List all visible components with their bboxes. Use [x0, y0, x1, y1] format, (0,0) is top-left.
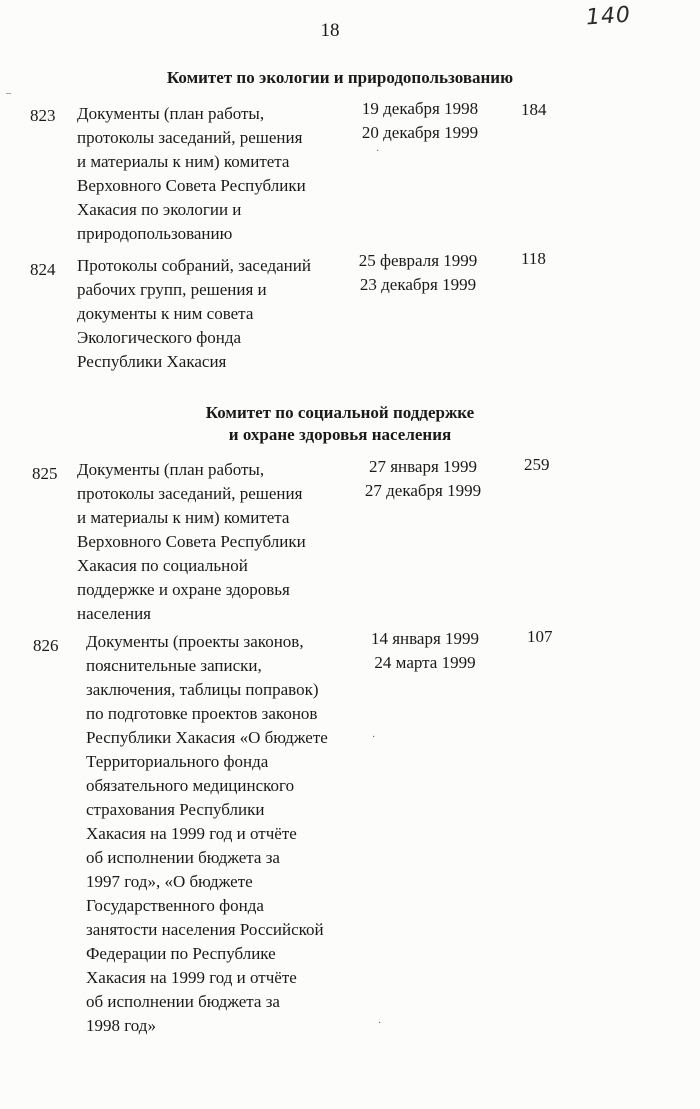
section-heading-line: и охране здоровья населения: [228, 425, 452, 444]
entry-number: 823: [30, 106, 56, 125]
description-line: Хакасия по экологии и: [77, 200, 242, 219]
description-line: Территориального фонда: [86, 752, 269, 771]
date-line: 27 декабря 1999: [364, 481, 482, 500]
description-line: Протоколы собраний, заседаний: [77, 256, 311, 275]
description-line: пояснительные записки,: [86, 656, 262, 675]
entry-count: 259: [524, 455, 550, 474]
handwritten-page-number: 140: [585, 2, 632, 31]
description-line: 1997 год», «О бюджете: [86, 872, 253, 891]
entry-count: 184: [521, 100, 547, 119]
entry-number: 824: [30, 260, 56, 279]
description-line: Хакасия на 1999 год и отчёте: [86, 968, 297, 987]
page-number: 18: [320, 20, 340, 41]
entry-description: [77, 254, 347, 374]
description-line: рабочих групп, решения и: [77, 280, 267, 299]
description-line: и материалы к ним) комитета: [77, 152, 290, 171]
entry-dates: [343, 455, 503, 503]
section-heading-social: [0, 402, 680, 446]
description-line: Федерации по Республике: [86, 944, 276, 963]
entry-description: [77, 102, 347, 246]
date-line: 20 декабря 1999: [361, 123, 479, 142]
section-heading-ecology: [0, 67, 680, 89]
description-line: обязательного медицинского: [86, 776, 295, 795]
date-line: 14 января 1999: [370, 629, 480, 648]
description-line: Государственного фонда: [86, 896, 264, 915]
margin-mark: ‒: [6, 88, 11, 99]
description-line: Верховного Совета Республики: [77, 532, 306, 551]
entry-number: 825: [32, 464, 58, 483]
date-line: 25 февраля 1999: [358, 251, 478, 270]
entry-count: 118: [521, 249, 546, 268]
section-heading-line: Комитет по экологии и природопользованию: [166, 68, 514, 87]
description-line: Республики Хакасия «О бюджете: [86, 728, 328, 747]
description-line: занятости населения Российской: [86, 920, 324, 939]
description-line: Республики Хакасия: [77, 352, 227, 371]
entry-description: [77, 458, 347, 626]
description-line: протоколы заседаний, решения: [77, 128, 303, 147]
description-line: по подготовке проектов законов: [86, 704, 318, 723]
description-line: страхования Республики: [86, 800, 265, 819]
description-line: Документы (проекты законов,: [86, 632, 304, 651]
description-line: Документы (план работы,: [77, 104, 265, 123]
description-line: населения: [77, 604, 151, 623]
description-line: протоколы заседаний, решения: [77, 484, 303, 503]
description-line: Верховного Совета Республики: [77, 176, 306, 195]
description-line: Хакасия на 1999 год и отчёте: [86, 824, 297, 843]
entry-dates: [345, 627, 505, 675]
date-line: 24 марта 1999: [374, 653, 476, 672]
description-line: об исполнении бюджета за: [86, 992, 280, 1011]
entry-number: 826: [33, 636, 59, 655]
date-line: 27 января 1999: [368, 457, 478, 476]
scan-speck: ·: [378, 1018, 382, 1029]
description-line: 1998 год»: [86, 1016, 156, 1035]
scan-speck: ·: [376, 146, 380, 157]
entry-dates: [340, 97, 500, 145]
scan-speck: ·: [372, 732, 376, 743]
date-line: 19 декабря 1998: [361, 99, 479, 118]
description-line: об исполнении бюджета за: [86, 848, 280, 867]
entry-description: [86, 630, 356, 1038]
description-line: поддержке и охране здоровья: [77, 580, 290, 599]
entry-count: 107: [527, 627, 553, 646]
description-line: природопользованию: [77, 224, 233, 243]
description-line: Экологического фонда: [77, 328, 242, 347]
description-line: заключения, таблицы поправок): [86, 680, 319, 699]
description-line: и материалы к ним) комитета: [77, 508, 290, 527]
description-line: документы к ним совета: [77, 304, 254, 323]
section-heading-line: Комитет по социальной поддержке: [205, 403, 475, 422]
entry-dates: [338, 249, 498, 297]
description-line: Хакасия по социальной: [77, 556, 248, 575]
description-line: Документы (план работы,: [77, 460, 265, 479]
date-line: 23 декабря 1999: [359, 275, 477, 294]
